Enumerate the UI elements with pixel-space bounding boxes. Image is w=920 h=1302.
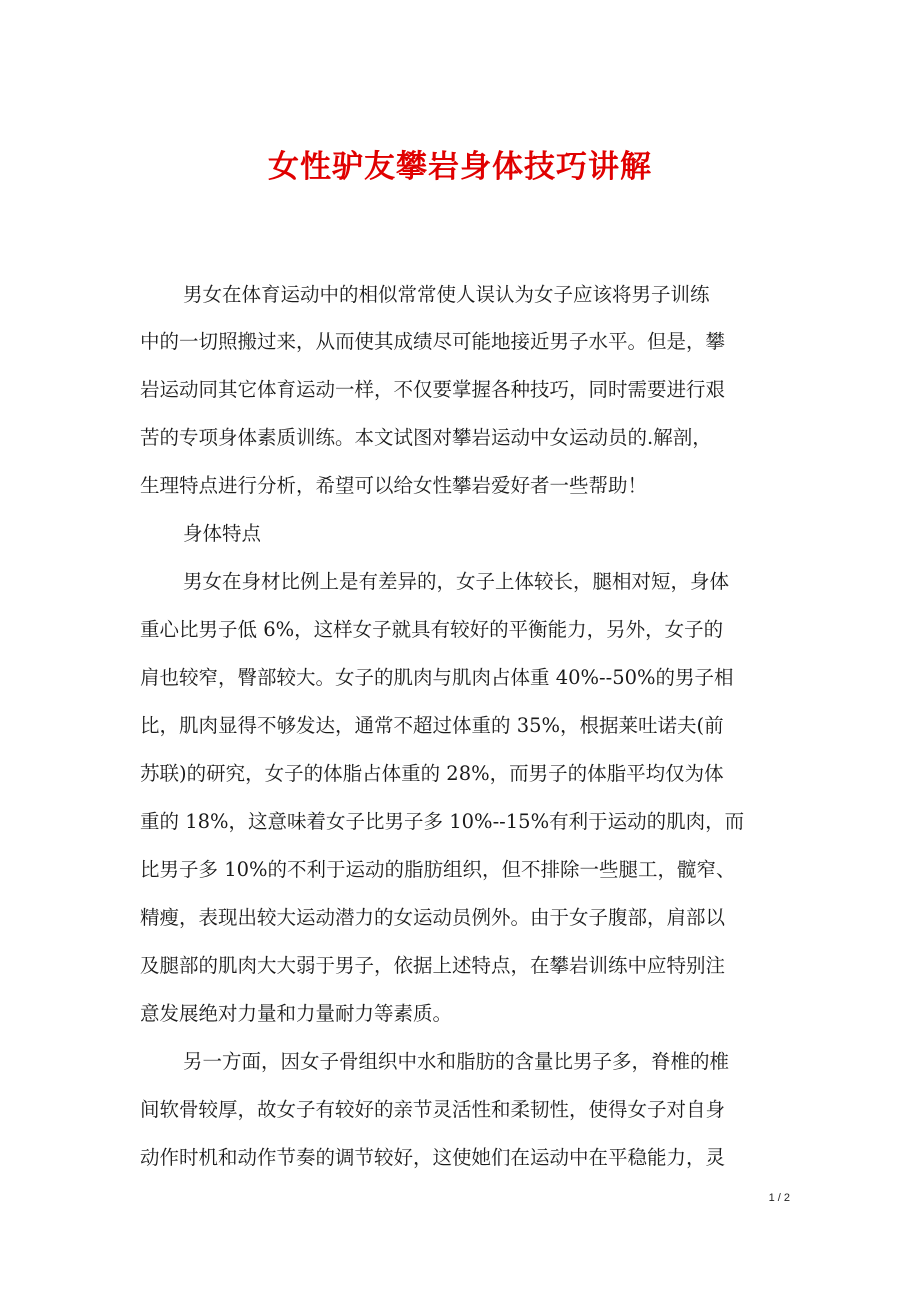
body-line: 精瘦，表现出较大运动潜力的女运动员例外。由于女子腹部，肩部以: [140, 906, 726, 929]
body-line: 生理特点进行分析，希望可以给女性攀岩爱好者一些帮助！: [140, 474, 648, 497]
body-line: 重心比男子低 6%，这样女子就具有较好的平衡能力，另外，女子的: [140, 618, 724, 641]
body-line: 肩也较窄，臀部较大。女子的肌肉与肌肉占体重 40%--50%的男子相: [140, 666, 734, 689]
document-title: 女性驴友攀岩身体技巧讲解: [268, 149, 652, 185]
body-line: 比，肌肉显得不够发达，通常不超过体重的 35%，根据莱吐诺夫(前: [140, 714, 724, 737]
body-line: 苦的专项身体素质训练。本文试图对攀岩运动中女运动员的.解剖，: [140, 426, 712, 449]
body-line: 中的一切照搬过来，从而使其成绩尽可能地接近男子水平。但是，攀: [140, 330, 726, 353]
body-line: 及腿部的肌肉大大弱于男子，依据上述特点，在攀岩训练中应特别注: [140, 954, 726, 977]
body-line: 苏联)的研究，女子的体脂占体重的 28%，而男子的体脂平均仅为体: [140, 762, 724, 785]
body-line: 间软骨较厚，故女子有较好的亲节灵活性和柔韧性，使得女子对自身: [140, 1098, 726, 1121]
section-heading: 身体特点: [183, 522, 262, 545]
body-line: 意发展绝对力量和力量耐力等素质。: [140, 1002, 453, 1025]
body-line: 动作时机和动作节奏的调节较好，这使她们在运动中在平稳能力，灵: [140, 1146, 726, 1169]
body-line: 重的 18%，这意味着女子比男子多 10%--15%有利于运动的肌肉，而: [140, 810, 745, 833]
body-line: 另一方面，因女子骨组织中水和脂肪的含量比男子多，脊椎的椎: [183, 1050, 730, 1073]
body-line: 岩运动同其它体育运动一样，不仅要掌握各种技巧，同时需要进行艰: [140, 378, 726, 401]
page-number: 1 / 2: [768, 1192, 790, 1204]
body-line: 男女在体育运动中的相似常常使人误认为女子应该将男子训练: [183, 283, 710, 306]
body-line: 比男子多 10%的不利于运动的脂肪组织，但不排除一些腿工，髋窄、: [140, 858, 736, 881]
body-line: 男女在身材比例上是有差异的，女子上体较长，腿相对短，身体: [183, 570, 730, 593]
